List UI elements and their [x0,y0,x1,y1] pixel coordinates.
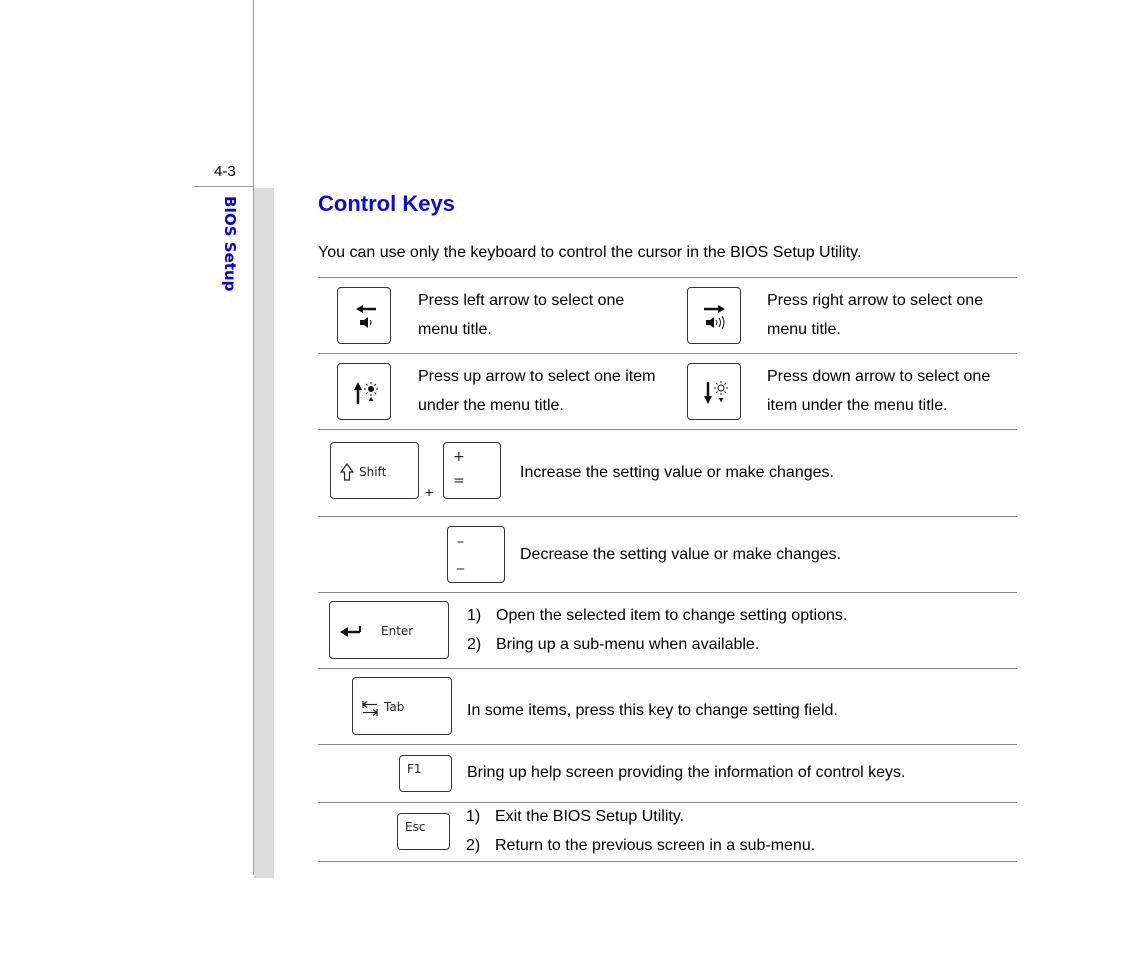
enter-desc-list [467,601,847,659]
enter-key [329,601,449,659]
section-title: BIOS Setup [221,196,239,292]
minus-desc: Decrease the setting value or make changes. [520,546,842,563]
page-number-rule [194,186,254,187]
enter-key-label: Enter [381,624,414,638]
table-rule [318,516,1017,517]
f1-key [399,755,452,792]
key-combination-plus: + [425,484,434,500]
right-arrow-desc [767,286,983,344]
left-arrow-key [337,287,391,344]
f1-key-label: F1 [407,762,422,776]
esc-desc-list [466,802,815,860]
list-text: Return to the previous screen in a sub-menu. [495,837,816,854]
esc-key [397,813,450,850]
left-arrow-desc [418,286,624,344]
right-arrow-key [687,287,741,344]
minus-key-bottom: _ [457,554,464,570]
desc-line: item under the menu title. [767,397,948,414]
plus-equals-key [443,442,501,499]
minus-key-top: – [457,534,464,550]
shift-plus-desc: Increase the setting value or make changes. [520,464,834,481]
table-rule [318,668,1017,669]
list-number: 1) [466,808,481,825]
desc-line: Press up arrow to select one item [418,368,656,385]
plus-key-bottom: = [453,473,465,489]
intro-text: You can use only the keyboard to control the cursor in the BIOS Setup Utility. [318,244,862,261]
up-arrow-key [337,363,391,420]
list-number: 1) [467,607,482,624]
plus-key-top: + [453,449,465,465]
list-item [467,601,847,630]
tab-key-label: Tab [384,700,405,714]
minus-key [447,526,505,583]
table-rule [318,353,1017,354]
list-number: 2) [466,837,481,854]
table-rule [318,429,1017,430]
list-item [467,630,847,659]
table-rule [318,277,1017,278]
up-arrow-desc [418,362,655,420]
table-rule [318,744,1017,745]
shift-key-label: Shift [359,465,387,479]
section-sidebar [254,188,274,878]
esc-key-label: Esc [405,820,426,834]
desc-line: menu title. [767,321,841,338]
down-arrow-key [687,363,741,420]
page-number: 4-3 [214,163,236,180]
list-text: Exit the BIOS Setup Utility. [495,808,685,825]
desc-line: Press right arrow to select one [767,292,984,309]
page-heading: Control Keys [318,191,455,216]
list-item [466,802,815,831]
table-rule [318,861,1017,862]
up-arrow-brightness-icon [338,364,392,421]
right-arrow-speaker-icon [688,288,742,345]
down-arrow-brightness-icon [688,364,742,421]
list-text: Open the selected item to change setting options. [496,607,848,624]
list-text: Bring up a sub-menu when available. [496,636,760,653]
table-rule [318,592,1017,593]
list-number: 2) [467,636,482,653]
left-arrow-speaker-icon [338,288,392,345]
tab-key [352,677,452,735]
tab-desc: In some items, press this key to change setting field. [467,702,838,719]
shift-key [330,442,419,499]
desc-line: Press down arrow to select one [767,368,991,385]
desc-line: Press left arrow to select one [418,292,625,309]
desc-line: under the menu title. [418,397,564,414]
list-item [466,831,815,860]
f1-desc: Bring up help screen providing the information of control keys. [467,764,906,781]
desc-line: menu title. [418,321,492,338]
down-arrow-desc [767,362,990,420]
